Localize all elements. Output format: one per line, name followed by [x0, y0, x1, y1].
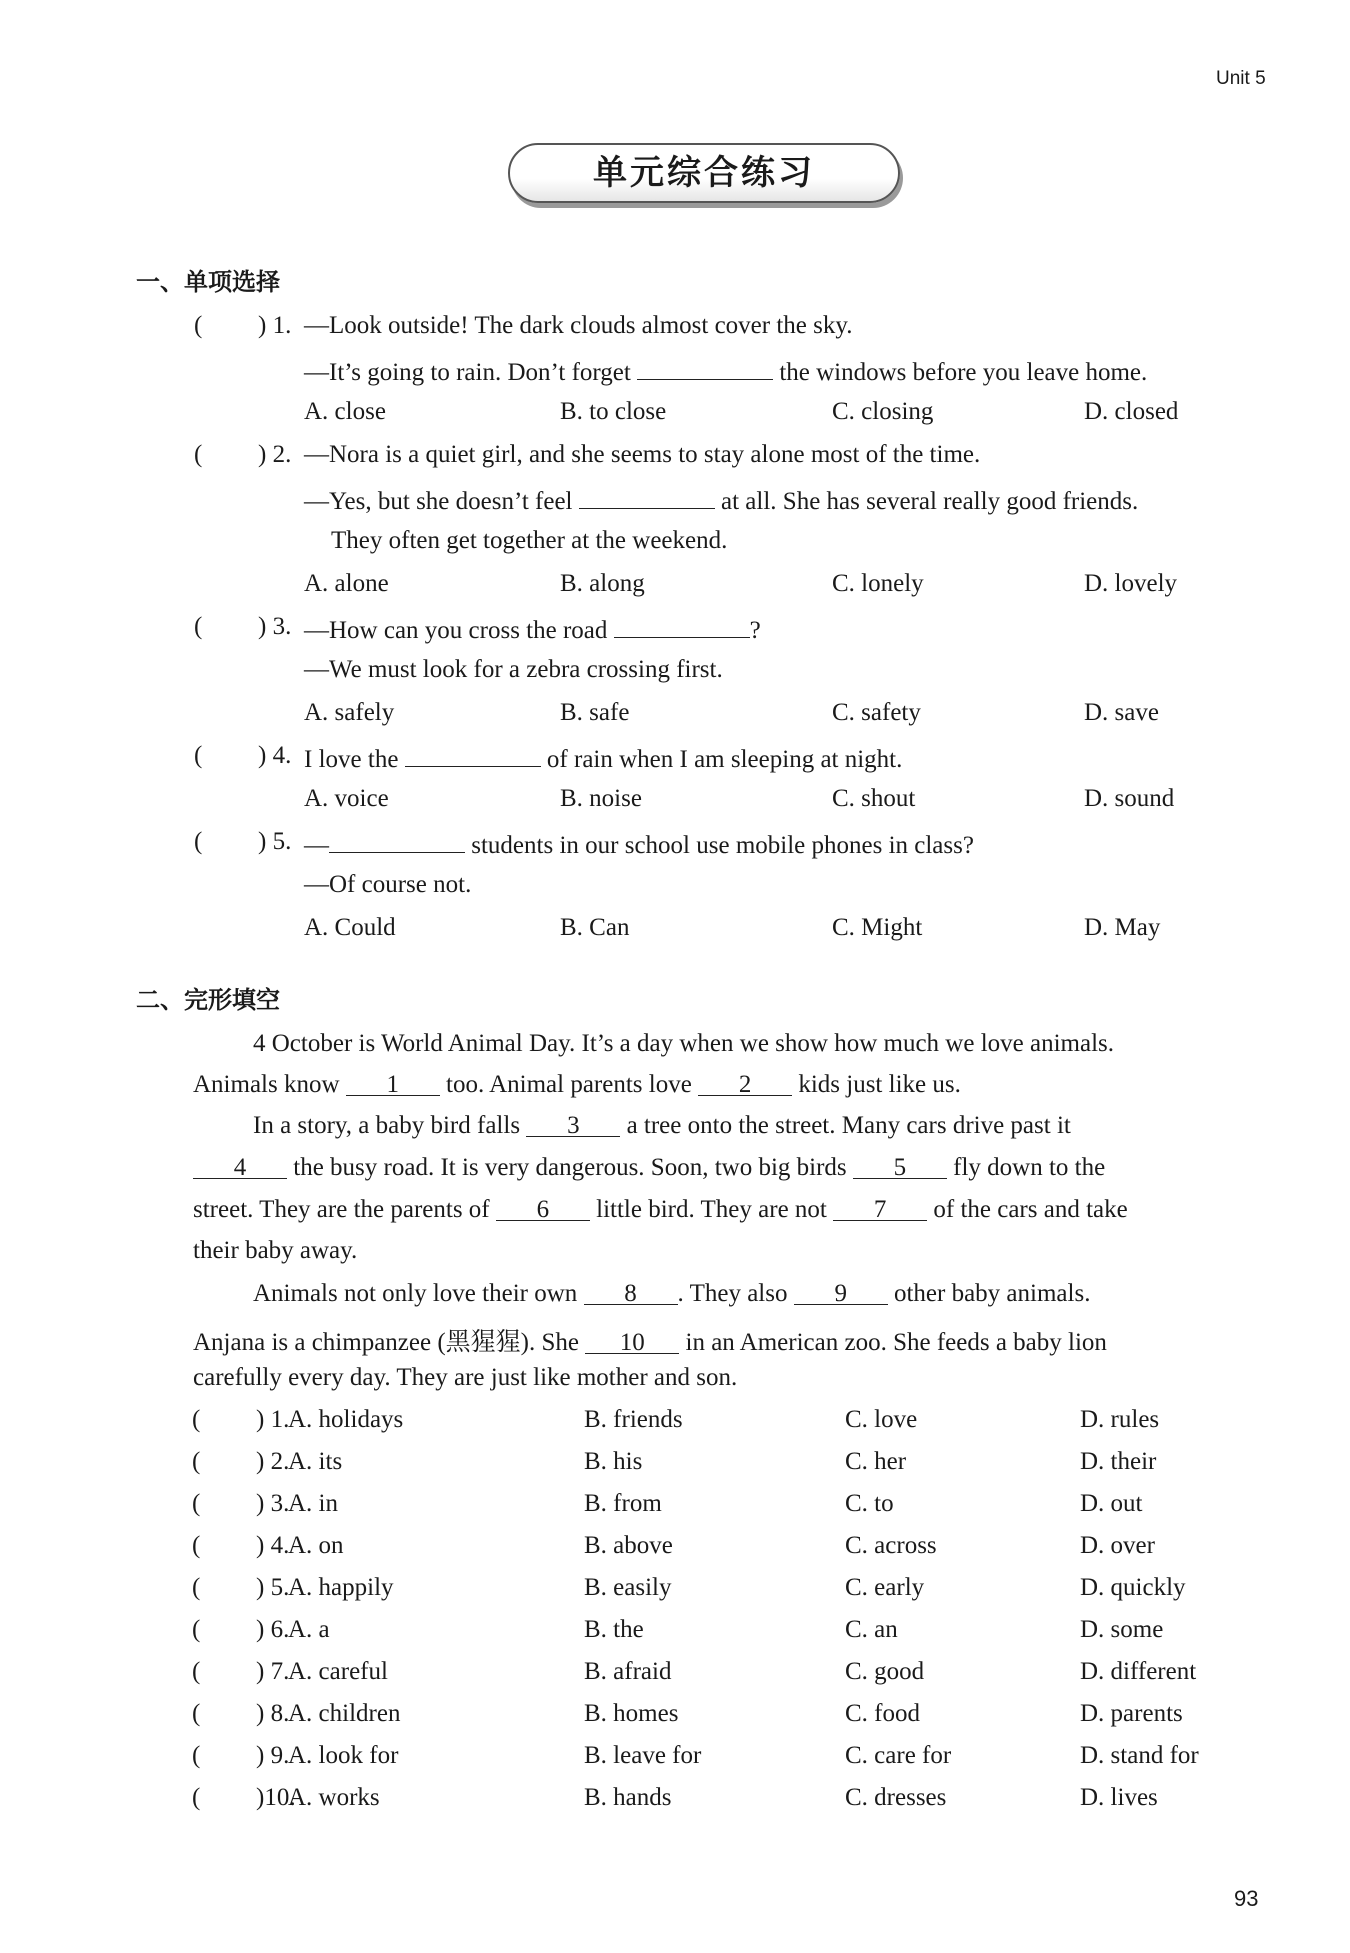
answer-paren: ( [194, 828, 203, 855]
q3-option-c: C. safety [832, 699, 921, 726]
q2-option-b: B. along [560, 570, 645, 597]
answer-paren: ( [194, 613, 203, 640]
choice-option-c: C. an [845, 1616, 898, 1643]
choice-option-c: C. across [845, 1532, 937, 1559]
answer-paren: ( [192, 1490, 201, 1517]
choice-option-d: D. stand for [1080, 1742, 1199, 1769]
q2-option-d: D. lovely [1084, 570, 1178, 597]
choice-option-c: C. care for [845, 1742, 952, 1769]
answer-paren: ( [192, 1784, 201, 1811]
answer-blank [579, 484, 715, 509]
passage-line: Animals not only love their own 8 . They also 9 other baby animals. [253, 1280, 1091, 1307]
choice-option-a: A. holidays [288, 1406, 404, 1433]
cloze-blank-3: 3 [526, 1112, 620, 1137]
choice-option-a: A. on [288, 1532, 344, 1559]
q3-option-d: D. save [1084, 699, 1159, 726]
answer-paren: ( [194, 441, 203, 468]
choice-number: ) 9. [256, 1742, 290, 1769]
choice-option-b: B. easily [584, 1574, 672, 1601]
q2-option-c: C. lonely [832, 570, 924, 597]
choice-option-d: D. quickly [1080, 1574, 1186, 1601]
q1-option-a: A. close [304, 398, 386, 425]
choice-option-b: B. from [584, 1490, 662, 1517]
choice-number: ) 4. [256, 1532, 290, 1559]
answer-blank [637, 355, 773, 380]
q1-option-b: B. to close [560, 398, 667, 425]
q3-line2: —We must look for a zebra crossing first. [304, 656, 723, 683]
choice-option-b: B. homes [584, 1700, 679, 1727]
choice-option-a: A. its [288, 1448, 343, 1475]
choice-number: ) 2. [256, 1448, 290, 1475]
passage-line: Animals know 1 too. Animal parents love 2 kids just like us. [193, 1071, 961, 1098]
answer-paren: ( [192, 1742, 201, 1769]
cloze-blank-10: 10 [585, 1329, 679, 1354]
q4-line1: I love the of rain when I am sleeping at night. [304, 742, 902, 774]
q1-option-c: C. closing [832, 398, 934, 425]
page-number: 93 [1234, 1886, 1259, 1911]
passage-line: 4 the busy road. It is very dangerous. Soon, two big birds 5 fly down to the [193, 1154, 1105, 1182]
cloze-blank-7: 7 [833, 1196, 927, 1221]
choice-option-b: B. the [584, 1616, 644, 1643]
choice-option-c: C. dresses [845, 1784, 947, 1811]
choice-option-a: A. a [288, 1616, 330, 1643]
choice-option-d: D. some [1080, 1616, 1164, 1643]
choice-number: ) 3. [256, 1490, 290, 1517]
choice-number: ) 5. [256, 1574, 290, 1601]
page-title-banner [508, 143, 900, 203]
choice-option-a: A. look for [288, 1742, 399, 1769]
choice-number: )10. [256, 1784, 296, 1811]
answer-paren: ( [192, 1532, 201, 1559]
choice-option-a: A. in [288, 1490, 338, 1517]
q4-option-d: D. sound [1084, 785, 1175, 812]
choice-option-d: D. over [1080, 1532, 1155, 1559]
choice-number: ) 6. [256, 1616, 290, 1643]
cloze-blank-1: 1 [346, 1071, 440, 1096]
choice-number: ) 7. [256, 1658, 290, 1685]
choice-option-a: A. careful [288, 1658, 388, 1685]
q5-option-b: B. Can [560, 914, 630, 941]
q5-line2: —Of course not. [304, 871, 472, 898]
answer-paren: ( [192, 1658, 201, 1685]
q5-line1: — students in our school use mobile phones in class? [304, 828, 974, 860]
q3-option-a: A. safely [304, 699, 395, 726]
cloze-blank-2: 2 [698, 1071, 792, 1096]
choice-number: ) 8. [256, 1700, 290, 1727]
q1-line1: —Look outside! The dark clouds almost cover the sky. [304, 312, 853, 339]
choice-option-c: C. her [845, 1448, 907, 1475]
answer-paren: ( [192, 1616, 201, 1643]
passage-line: In a story, a baby bird falls 3 a tree onto the street. Many cars drive past it [253, 1112, 1071, 1139]
choice-option-b: B. above [584, 1532, 673, 1559]
choice-option-d: D. rules [1080, 1406, 1160, 1433]
q3-number: ) 3. [258, 613, 292, 640]
q4-option-b: B. noise [560, 785, 642, 812]
choice-option-c: C. good [845, 1658, 925, 1685]
q3-option-b: B. safe [560, 699, 630, 726]
choice-option-b: B. leave for [584, 1742, 702, 1769]
cloze-blank-8: 8 [584, 1280, 678, 1305]
unit-label: Unit 5 [1216, 68, 1266, 89]
choice-option-d: D. different [1080, 1658, 1197, 1685]
q2-line2: —Yes, but she doesn’t feel at all. She has several really good friends. [304, 484, 1138, 516]
answer-paren: ( [192, 1574, 201, 1601]
q4-option-a: A. voice [304, 785, 389, 812]
choice-option-c: C. love [845, 1406, 918, 1433]
answer-paren: ( [192, 1700, 201, 1727]
answer-paren: ( [194, 742, 203, 769]
section1-heading: 一、单项选择 [136, 268, 280, 296]
answer-blank [405, 742, 541, 767]
q3-line1: —How can you cross the road ? [304, 613, 761, 645]
choice-option-b: B. hands [584, 1784, 672, 1811]
q4-option-c: C. shout [832, 785, 916, 812]
page-title: 单元综合练习 [593, 153, 815, 193]
cloze-blank-5: 5 [853, 1154, 947, 1179]
q1-line2: —It’s going to rain. Don’t forget the windows before you leave home. [304, 355, 1147, 387]
cloze-blank-4: 4 [193, 1154, 287, 1179]
choice-option-c: C. food [845, 1700, 920, 1727]
passage-line: Anjana is a chimpanzee (黑猩猩). She 10 in an American zoo. She feeds a baby lion [193, 1329, 1107, 1356]
q2-option-a: A. alone [304, 570, 389, 597]
choice-option-d: D. parents [1080, 1700, 1183, 1727]
passage-line: street. They are the parents of 6 little bird. They are not 7 of the cars and take [193, 1196, 1128, 1223]
choice-option-b: B. friends [584, 1406, 683, 1433]
q2-line3: They often get together at the weekend. [331, 527, 728, 554]
choice-option-d: D. out [1080, 1490, 1143, 1517]
choice-option-b: B. his [584, 1448, 643, 1475]
answer-paren: ( [192, 1406, 201, 1433]
q2-line1: —Nora is a quiet girl, and she seems to stay alone most of the time. [304, 441, 981, 468]
q4-number: ) 4. [258, 742, 292, 769]
q5-number: ) 5. [258, 828, 292, 855]
choice-option-d: D. their [1080, 1448, 1157, 1475]
choice-option-d: D. lives [1080, 1784, 1158, 1811]
choice-option-a: A. children [288, 1700, 401, 1727]
q1-number: ) 1. [258, 312, 292, 339]
passage-line: carefully every day. They are just like mother and son. [193, 1364, 738, 1391]
choice-option-a: A. happily [288, 1574, 394, 1601]
answer-paren: ( [192, 1448, 201, 1475]
cloze-blank-6: 6 [496, 1196, 590, 1221]
passage-line: 4 October is World Animal Day. It’s a day when we show how much we love animals. [253, 1030, 1115, 1057]
q2-number: ) 2. [258, 441, 292, 468]
choice-option-c: C. early [845, 1574, 925, 1601]
answer-paren: ( [194, 312, 203, 339]
q1-option-d: D. closed [1084, 398, 1179, 425]
passage-line: their baby away. [193, 1237, 358, 1264]
answer-blank [614, 613, 750, 638]
cloze-blank-9: 9 [794, 1280, 888, 1305]
choice-option-c: C. to [845, 1490, 894, 1517]
answer-blank [329, 828, 465, 853]
choice-option-a: A. works [288, 1784, 380, 1811]
q5-option-c: C. Might [832, 914, 923, 941]
choice-option-b: B. afraid [584, 1658, 672, 1685]
q5-option-a: A. Could [304, 914, 396, 941]
choice-number: ) 1. [256, 1406, 290, 1433]
section2-heading: 二、完形填空 [136, 986, 280, 1014]
q5-option-d: D. May [1084, 914, 1161, 941]
